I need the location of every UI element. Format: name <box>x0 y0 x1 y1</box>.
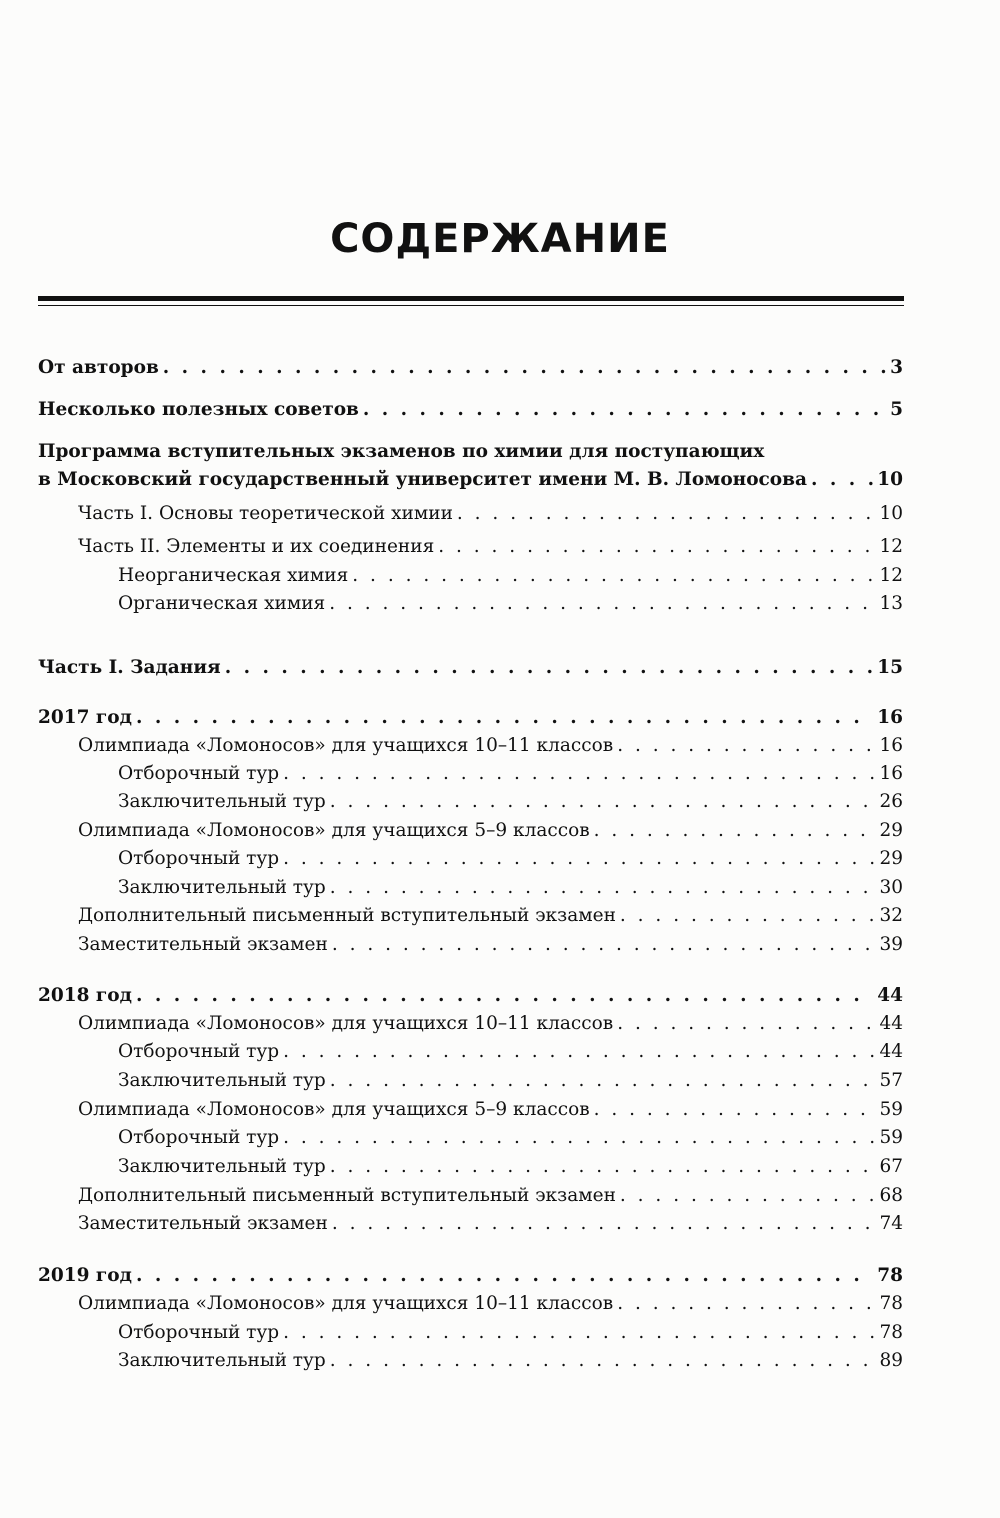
toc-entry-2018-final-10-11[interactable] <box>118 1069 903 1093</box>
toc-entry-2018-additional-exam[interactable] <box>78 1184 903 1208</box>
toc-entry-label: Заключительный тур <box>118 1156 326 1177</box>
toc-entry-page: 30 <box>879 877 903 898</box>
dot-leader <box>330 790 876 814</box>
toc-entry-page: 16 <box>879 763 903 784</box>
toc-entry-label: Часть I. Основы теоретической химии <box>78 503 453 524</box>
toc-entry-page: 10 <box>877 469 903 490</box>
toc-entry-page: 3 <box>890 357 903 378</box>
dot-leader <box>136 1264 873 1288</box>
dot-leader <box>594 1098 876 1122</box>
toc-entry-part1-tasks[interactable] <box>38 656 903 680</box>
dot-leader <box>438 535 875 559</box>
toc-entry-page: 44 <box>879 1013 903 1034</box>
toc-entry-2019-olympiad-10-11[interactable] <box>78 1292 903 1316</box>
dot-leader <box>225 656 874 680</box>
toc-entry-2018-qualifying-10-11[interactable] <box>118 1040 903 1064</box>
toc-entry-year-2017[interactable] <box>38 706 903 730</box>
dot-leader <box>330 1349 876 1373</box>
toc-entry-2017-final-5-9[interactable] <box>118 876 903 900</box>
dot-leader <box>363 398 886 422</box>
toc-entry-label: Дополнительный письменный вступительный экзамен <box>78 1185 616 1206</box>
toc-entry-label: Заместительный экзамен <box>78 1213 328 1234</box>
toc-entry-label: Дополнительный письменный вступительный экзамен <box>78 905 616 926</box>
dot-leader <box>332 933 876 957</box>
dot-leader <box>617 1292 875 1316</box>
toc-entry-label: 2017 год <box>38 707 132 728</box>
toc-entry-page: 39 <box>879 934 903 955</box>
toc-entry-page: 12 <box>879 565 903 586</box>
toc-entry-page: 59 <box>879 1099 903 1120</box>
toc-entry-2017-qualifying-5-9[interactable] <box>118 847 903 871</box>
toc-entry-page: 15 <box>877 657 903 678</box>
toc-entry-2018-olympiad-10-11[interactable] <box>78 1012 903 1036</box>
dot-leader <box>617 1012 875 1036</box>
dot-leader <box>283 847 875 871</box>
toc-entry-page: 12 <box>879 536 903 557</box>
toc-entry-2018-qualifying-5-9[interactable] <box>118 1126 903 1150</box>
toc-entry-label: Заключительный тур <box>118 1350 326 1371</box>
toc-entry-label: Отборочный тур <box>118 1322 280 1343</box>
toc-entry-page: 44 <box>877 985 903 1006</box>
toc-entry-part2-elements[interactable] <box>78 535 903 559</box>
toc-entry-label: Заместительный экзамен <box>78 934 328 955</box>
toc-entry-page: 29 <box>879 820 903 841</box>
toc-entry-label: Олимпиада «Ломоносов» для учащихся 5–9 классов <box>78 820 590 841</box>
toc-entry-page: 16 <box>877 707 903 728</box>
toc-entry-label: Несколько полезных советов <box>38 399 359 420</box>
toc-entry-label: Отборочный тур <box>118 848 280 869</box>
toc-entry-2017-additional-exam[interactable] <box>78 904 903 928</box>
toc-entry-2017-final-10-11[interactable] <box>118 790 903 814</box>
toc-entry-label: Олимпиада «Ломоносов» для учащихся 10–11 классов <box>78 1293 614 1314</box>
toc-entry-page: 26 <box>879 791 903 812</box>
dot-leader <box>617 734 875 758</box>
page-title: СОДЕРЖАНИЕ <box>330 216 670 262</box>
toc-entry-2019-qualifying-10-11[interactable] <box>118 1321 903 1345</box>
toc-entry-2018-substitute-exam[interactable] <box>78 1212 903 1236</box>
toc-entry-label: Заключительный тур <box>118 791 326 812</box>
dot-leader <box>811 468 873 492</box>
toc-entry-page: 78 <box>879 1293 903 1314</box>
toc-entry-label: Отборочный тур <box>118 1041 280 1062</box>
toc-entry-label: Органическая химия <box>118 593 326 614</box>
toc-entry-page: 59 <box>879 1127 903 1148</box>
toc-entry-year-2019[interactable] <box>38 1264 903 1288</box>
dot-leader <box>332 1212 876 1236</box>
dot-leader <box>330 876 876 900</box>
dot-leader <box>620 1184 876 1208</box>
toc-entry-2017-substitute-exam[interactable] <box>78 933 903 957</box>
dot-leader <box>283 762 875 786</box>
toc-entry-page: 44 <box>879 1041 903 1062</box>
dot-leader <box>330 1155 876 1179</box>
toc-entry-page: 13 <box>879 593 903 614</box>
toc-entry-label: Часть II. Элементы и их соединения <box>78 536 435 557</box>
dot-leader <box>594 819 876 843</box>
toc-entry-label: Часть I. Задания <box>38 657 221 678</box>
toc-entry-useful-tips[interactable] <box>38 398 903 422</box>
toc-entry-label: Заключительный тур <box>118 877 326 898</box>
dot-leader <box>283 1126 875 1150</box>
toc-entry-page: 5 <box>890 399 903 420</box>
toc-entry-2018-final-5-9[interactable] <box>118 1155 903 1179</box>
toc-entry-page: 74 <box>879 1213 903 1234</box>
toc-entry-2017-qualifying-10-11[interactable] <box>118 762 903 786</box>
dot-leader <box>352 564 875 588</box>
dot-leader <box>620 904 876 928</box>
dot-leader <box>163 356 886 380</box>
toc-entry-page: 68 <box>879 1185 903 1206</box>
toc-entry-organic[interactable] <box>118 592 903 616</box>
toc-entry-part1-theory[interactable] <box>78 502 903 526</box>
toc-entry-program-line1[interactable]: Программа вступительных экзаменов по химии для поступающих <box>38 441 765 462</box>
toc-entry-label: Олимпиада «Ломоносов» для учащихся 5–9 классов <box>78 1099 590 1120</box>
toc-entry-page: 78 <box>879 1322 903 1343</box>
toc-entry-2017-olympiad-5-9[interactable] <box>78 819 903 843</box>
toc-entry-label: Заключительный тур <box>118 1070 326 1091</box>
toc-entry-from-authors[interactable] <box>38 356 903 380</box>
toc-entry-2018-olympiad-5-9[interactable] <box>78 1098 903 1122</box>
toc-entry-label: в Московский государственный университет имени М. В. Ломоносова <box>38 469 807 490</box>
toc-entry-inorganic[interactable] <box>118 564 903 588</box>
toc-entry-label: От авторов <box>38 357 159 378</box>
toc-entry-page: 32 <box>879 905 903 926</box>
toc-entry-label: Олимпиада «Ломоносов» для учащихся 10–11 классов <box>78 735 614 756</box>
toc-entry-year-2018[interactable] <box>38 984 903 1008</box>
toc-entry-label: Олимпиада «Ломоносов» для учащихся 10–11 классов <box>78 1013 614 1034</box>
toc-entry-label: 2019 год <box>38 1265 132 1286</box>
toc-entry-2019-final-10-11[interactable] <box>118 1349 903 1373</box>
dot-leader <box>283 1040 875 1064</box>
toc-entry-page: 29 <box>879 848 903 869</box>
toc-entry-label: Отборочный тур <box>118 1127 280 1148</box>
dot-leader <box>330 1069 876 1093</box>
toc-entry-page: 78 <box>877 1265 903 1286</box>
toc-entry-label: Отборочный тур <box>118 763 280 784</box>
toc-entry-page: 89 <box>879 1350 903 1371</box>
toc-entry-page: 10 <box>879 503 903 524</box>
dot-leader <box>136 984 873 1008</box>
dot-leader <box>136 706 873 730</box>
toc-entry-2017-olympiad-10-11[interactable] <box>78 734 903 758</box>
toc-entry-label: 2018 год <box>38 985 132 1006</box>
toc-entry-page: 67 <box>879 1156 903 1177</box>
toc-entry-program[interactable] <box>38 468 903 492</box>
toc-entry-page: 57 <box>879 1070 903 1091</box>
dot-leader <box>329 592 875 616</box>
toc-entry-label: Неорганическая химия <box>118 565 349 586</box>
dot-leader <box>457 502 876 526</box>
dot-leader <box>283 1321 875 1345</box>
toc-entry-page: 16 <box>879 735 903 756</box>
